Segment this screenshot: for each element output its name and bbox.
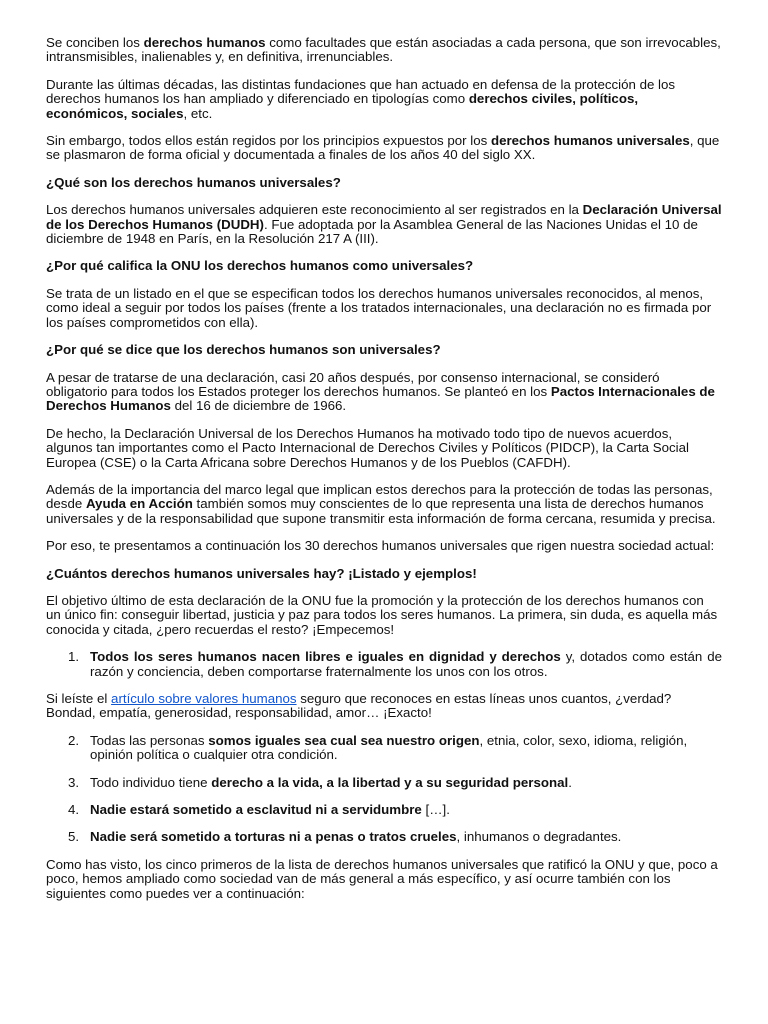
bold-term: derechos civiles, políticos, económicos, sociales [46, 91, 639, 121]
paragraph-intro: Se conciben los derechos humanos como facultades que están asociadas a cada persona, que son irrevocables, intransmisibles, inalienables y, en definitiva, irrenunciables. [46, 35, 721, 65]
bold-term: Declaración Universal de los Derechos Humanos (DUDH) [46, 202, 722, 232]
list-number: 3. [68, 774, 80, 790]
list-number: 2. [68, 732, 80, 748]
paragraph-dudh: Los derechos humanos universales adquieren este reconocimiento al ser registrados en la Declaración Universal de los Derechos Humanos (DUDH). Fue adoptada por la Asamblea General de las Naciones Unidas el 10 de diciembre de 1948 en París, en la Resolución 217 A (III). [46, 202, 722, 247]
bold-term: derechos humanos [143, 35, 266, 50]
heading-how-many: ¿Cuántos derechos humanos universales hay? ¡Listado y ejemplos! [46, 565, 477, 581]
list-item: 1. Todos los seres humanos nacen libres e iguales en dignidad y derechos y, dotados como están de razón y conciencia, deben comportarse fraternalmente los unos con los otros. [68, 649, 722, 679]
list-number: 5. [68, 829, 80, 845]
article-link[interactable]: artículo sobre valores humanos [111, 691, 297, 706]
list-number: 1. [68, 649, 80, 665]
paragraph-ayuda: Además de la importancia del marco legal que implican estos derechos para la protección de todas las personas, desde Ayuda en Acción también somos muy conscientes de lo que representa una lista de derechos humanos universales y de la responsabilidad que supone transmitir esta información de forma cercana, resumida y precisa. [46, 481, 716, 526]
bold-term: derechos humanos universales [490, 133, 690, 149]
paragraph-pacts: A pesar de tratarse de una declaración, casi 20 años después, por consenso internacional, se consideró obligatorio para todos los Estados proteger los derechos humanos. Se planteó en los Pactos Internacionales de Derechos Humanos del 16 de diciembre de 1966. [46, 369, 715, 414]
bold-term: Ayuda en Acción [85, 496, 193, 512]
paragraph-list-description: Se trata de un listado en el que se especifican todos los derechos humanos universales reconocidos, al menos, como ideal a seguir por todos los países (frente a los tratados internacionales, una declaración no es firmada por los países comprometidos con ella). [46, 285, 712, 330]
list-item: 3. Todo individuo tiene derecho a la vida, a la libertad y a su seguridad personal. [68, 774, 572, 790]
heading-why-onu: ¿Por qué califica la ONU los derechos humanos como universales? [46, 258, 474, 274]
bold-term: derecho a la vida, a la libertad y a su seguridad personal [211, 774, 569, 790]
bold-term: Pactos Internacionales de Derechos Humanos [46, 383, 715, 414]
list-number: 4. [68, 802, 80, 818]
paragraph-objective: El objetivo último de esta declaración de la ONU fue la promoción y la protección de los derechos humanos con un único fin: conseguir libertad, justicia y paz para todos los seres humanos. La primera, sin duda, es aquella más conocida y citada, ¿pero recuerdas el resto? ¡Empecemos! [46, 592, 718, 637]
paragraph-values: Si leíste el artículo sobre valores humanos seguro que reconoces en estas líneas unos cuantos, ¿verdad? Bondad, empatía, generosidad, responsabilidad, amor… ¡Exacto! [46, 691, 672, 721]
list-item: 4. Nadie estará sometido a esclavitud ni a servidumbre […]. [68, 802, 450, 818]
bold-term: Todos los seres humanos nacen libres e iguales en dignidad y derechos [90, 649, 561, 665]
paragraph-typologies: Durante las últimas décadas, las distintas fundaciones que han actuado en defensa de la protección de los derechos humanos los han ampliado y diferenciado en tipologías como derechos civiles, políticos, económicos, sociales, etc. [46, 76, 676, 121]
list-item: 2. Todas las personas somos iguales sea cual sea nuestro origen, etnia, color, sexo, idioma, religión, opinión política o cualquier otra condición. [68, 732, 688, 763]
bold-term: somos iguales sea cual sea nuestro origen [208, 732, 480, 748]
paragraph-conclusion: Como has visto, los cinco primeros de la lista de derechos humanos universales que ratificó la ONU y que, poco a poco, hemos ampliado como sociedad van de más general a más específico, y así ocurre también con los siguientes como puedes ver a continuación: [46, 856, 718, 901]
paragraph-thirty-rights: Por eso, te presentamos a continuación los 30 derechos humanos universales que rigen nuestra sociedad actual: [46, 538, 715, 554]
paragraph-agreements: De hecho, la Declaración Universal de los Derechos Humanos ha motivado todo tipo de nuevos acuerdos, algunos tan importantes como el Pacto Internacional de Derechos Civiles y Políticos (PIDCP), la Carta Social Europea (CSE) o la Carta Africana sobre Derechos Humanos y de los Pueblos (CAFDH). [46, 425, 689, 470]
list-item: 5. Nadie será sometido a torturas ni a penas o tratos crueles, inhumanos o degradantes. [68, 829, 622, 845]
bold-term: Nadie estará sometido a esclavitud ni a servidumbre [90, 802, 422, 818]
paragraph-principles: Sin embargo, todos ellos están regidos por los principios expuestos por los derechos humanos universales, que se plasmaron de forma oficial y documentada a finales de los años 40 del siglo XX. [46, 133, 720, 163]
bold-term: Nadie será sometido a torturas ni a penas o tratos crueles [90, 829, 457, 845]
heading-what-are: ¿Qué son los derechos humanos universales? [46, 174, 341, 190]
heading-why-universal: ¿Por qué se dice que los derechos humanos son universales? [46, 342, 441, 358]
